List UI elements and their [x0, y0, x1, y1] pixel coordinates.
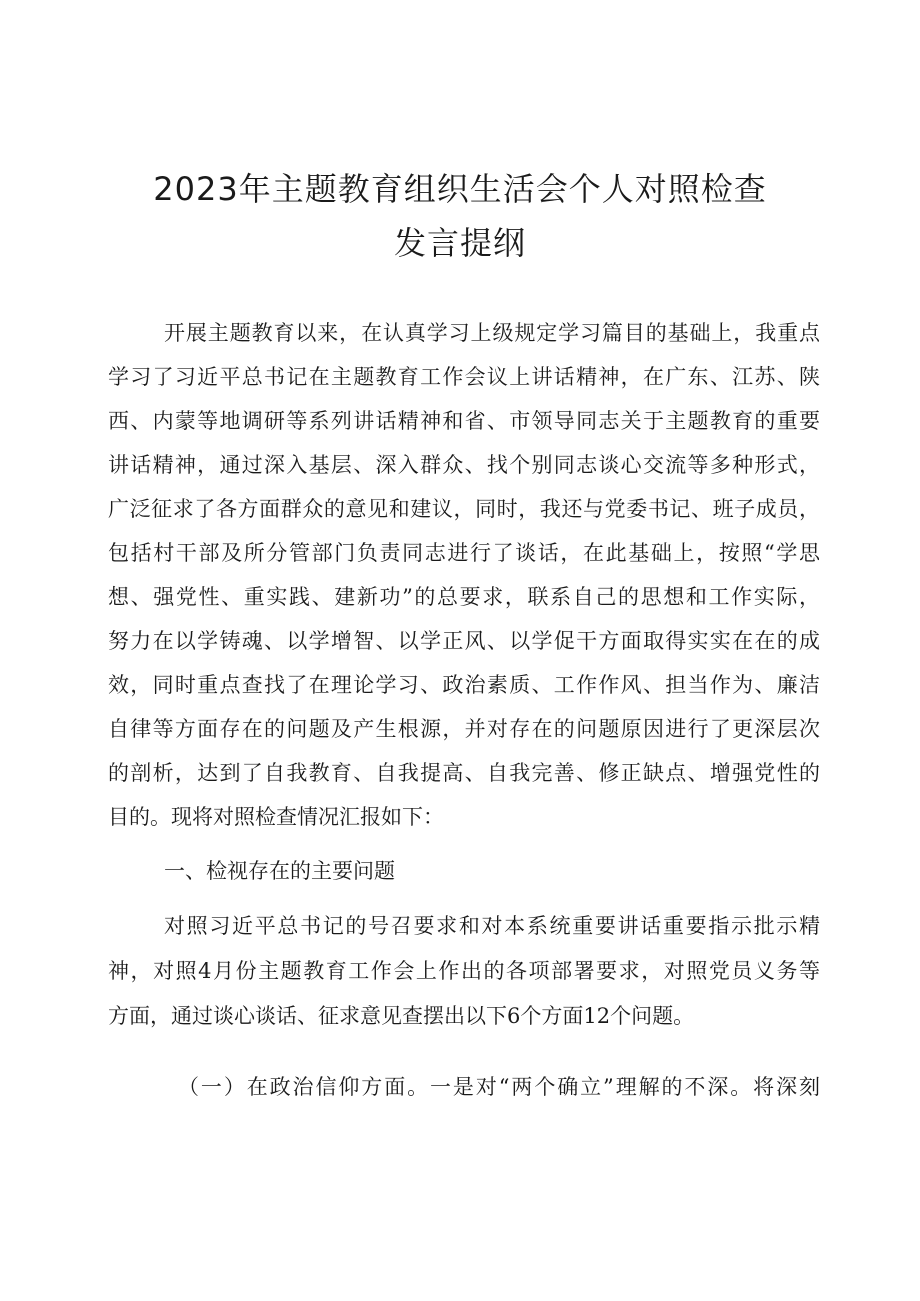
intro-line-10: 自律等方面存在的问题及产生根源，并对存在的问题原因进行了更深层次: [108, 717, 820, 741]
intro-line-6: 包括村干部及所分管部门负责同志进行了谈话，在此基础上，按照“学思: [108, 541, 820, 565]
intro-line-5: 广泛征求了各方面群众的意见和建议，同时，我还与党委书记、班子成员，: [108, 497, 820, 521]
document-title-line-2: 发言提纲: [393, 224, 526, 262]
document-title-line-1: 2023年主题教育组织生活会个人对照检查: [153, 170, 767, 208]
intro-line-3: 西、内蒙等地调研等系列讲话精神和省、市领导同志关于主题教育的重要: [108, 409, 820, 433]
section-heading: 一、检视存在的主要问题: [164, 859, 395, 883]
intro-line-4: 讲话精神，通过深入基层、深入群众、找个别同志谈心交流等多种形式，: [108, 453, 820, 477]
section-line-3: 方面，通过谈心谈话、征求意见查摆出以下6个方面12个问题。: [108, 1004, 695, 1028]
intro-line-7: 想、强党性、重实践、建新功”的总要求，联系自己的思想和工作实际，: [108, 585, 820, 609]
subsection-line: （一）在政治信仰方面。一是对“两个确立”理解的不深。将深刻: [178, 1075, 820, 1099]
intro-line-2: 学习了习近平总书记在主题教育工作会议上讲话精神，在广东、江苏、陕: [108, 365, 820, 389]
intro-line-1: 开展主题教育以来，在认真学习上级规定学习篇目的基础上，我重点: [164, 321, 820, 345]
intro-line-12: 目的。现将对照检查情况汇报如下：: [108, 805, 444, 829]
intro-line-8: 努力在以学铸魂、以学增智、以学正风、以学促干方面取得实实在在的成: [108, 629, 820, 653]
intro-line-9: 效，同时重点查找了在理论学习、政治素质、工作作风、担当作为、廉洁: [108, 673, 820, 697]
intro-line-11: 的剖析，达到了自我教育、自我提高、自我完善、修正缺点、增强党性的: [108, 761, 820, 785]
section-line-1: 对照习近平总书记的号召要求和对本系统重要讲话重要指示批示精: [164, 914, 820, 938]
section-line-2: 神，对照4月份主题教育工作会上作出的各项部署要求，对照党员义务等: [108, 959, 820, 983]
